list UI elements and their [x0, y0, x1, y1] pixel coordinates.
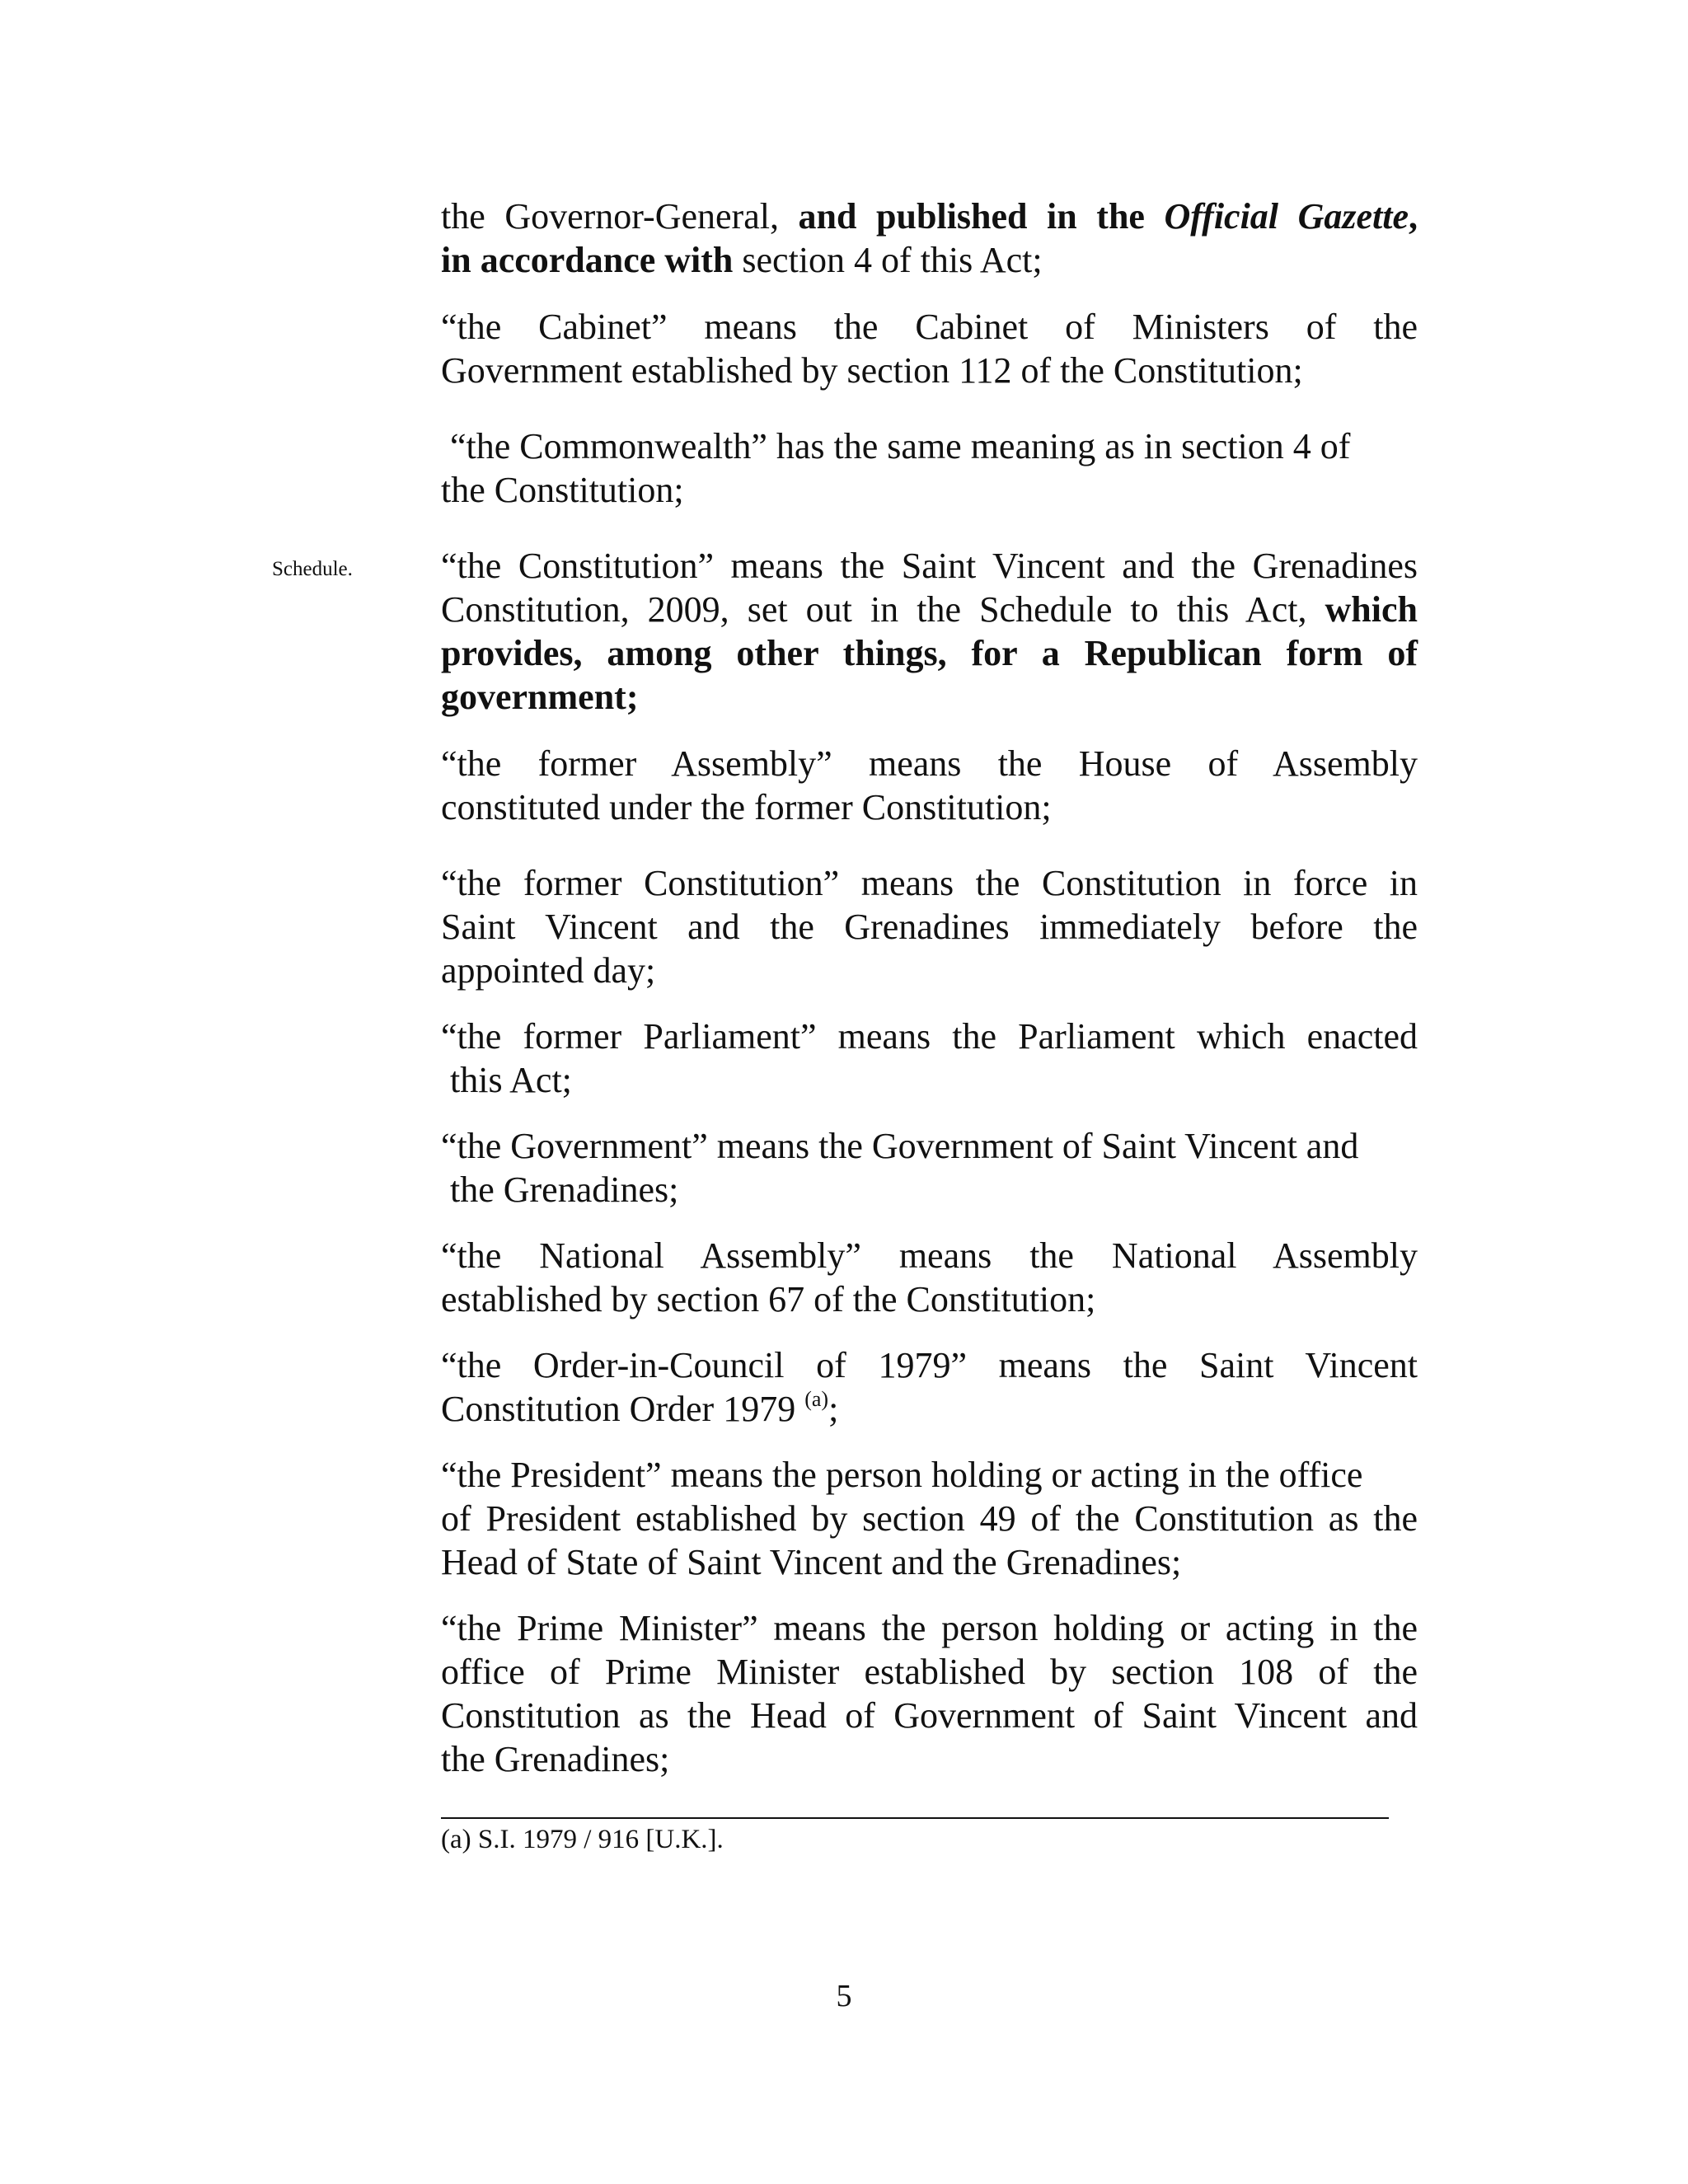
para-line: the Constitution;	[441, 470, 684, 510]
para-line	[441, 238, 1418, 282]
para-line	[441, 1387, 1418, 1431]
definition-prime-minister	[441, 1606, 1418, 1781]
para-line	[441, 194, 1418, 238]
footnote: (a) S.I. 1979 / 916 [U.K.].	[441, 1825, 724, 1854]
footnote-ref: (a)	[804, 1387, 829, 1411]
para-line: “the former Assembly” means the House of Assembly	[441, 743, 1418, 784]
para-line: Government established by section 112 of the Constitution;	[441, 350, 1303, 391]
para-line: “the Cabinet” means the Cabinet of Ministers of the	[441, 307, 1418, 347]
para-line: constituted under the former Constitution;	[441, 787, 1052, 827]
para-line: the Grenadines;	[441, 1739, 670, 1779]
para-line: “the former Constitution” means the Constitution in force in	[441, 863, 1418, 903]
margin-note-schedule: Schedule.	[272, 558, 353, 580]
para-line: established by section 67 of the Constitution;	[441, 1279, 1096, 1319]
para-line: “the Prime Minister” means the person holding or acting in the	[441, 1608, 1418, 1648]
text-run: Constitution Order 1979	[441, 1389, 805, 1429]
text-run: section 4 of this Act;	[733, 240, 1043, 280]
para-line: this Act;	[441, 1060, 572, 1100]
definition-former-parliament	[441, 1015, 1418, 1102]
definition-commonwealth	[441, 424, 1418, 512]
para-line: Head of State of Saint Vincent and the Grenadines;	[441, 1542, 1182, 1582]
para-line: office of Prime Minister established by section 108 of the	[441, 1652, 1418, 1692]
para-line-bold: provides, among other things, for a Republican form of	[441, 633, 1418, 673]
bold-italic-run: Official Gazette	[1164, 196, 1409, 237]
para-line: “the former Parliament” means the Parliament which enacted	[441, 1016, 1418, 1057]
para-line: Constitution as the Head of Government of Saint Vincent and	[441, 1695, 1418, 1736]
para-line: “the Constitution” means the Saint Vincent and the Grenadines	[441, 546, 1418, 586]
definition-cabinet	[441, 305, 1418, 392]
para-line: “the President” means the person holding or acting in the office	[441, 1455, 1363, 1495]
text-run: Constitution, 2009, set out in the Schedule to this Act,	[441, 589, 1325, 630]
definition-former-constitution	[441, 861, 1418, 992]
bold-run: which	[1325, 589, 1418, 630]
para-line: “the National Assembly” means the National Assembly	[441, 1235, 1418, 1276]
para-line: Saint Vincent and the Grenadines immediately before the	[441, 907, 1418, 947]
definition-government	[441, 1124, 1418, 1212]
definition-national-assembly	[441, 1234, 1418, 1321]
para-line: “the Commonwealth” has the same meaning as in section 4 of	[441, 426, 1351, 466]
text-run: the Governor-General,	[441, 196, 799, 237]
definition-order-in-council	[441, 1343, 1418, 1431]
text-run: ;	[828, 1389, 839, 1429]
para-line: “the Government” means the Government of Saint Vincent and	[441, 1126, 1359, 1166]
para-line	[441, 588, 1418, 631]
page-number: 5	[836, 1979, 852, 2013]
para-line: the Grenadines;	[441, 1169, 679, 1210]
definition-constitution	[441, 544, 1418, 719]
para-governor-continuation	[441, 194, 1418, 282]
para-line: “the Order-in-Council of 1979” means the Saint Vincent	[441, 1345, 1418, 1385]
para-line-bold: government;	[441, 677, 639, 717]
bold-run: and published in the	[798, 196, 1165, 237]
definition-former-assembly	[441, 742, 1418, 829]
definition-president	[441, 1453, 1418, 1584]
para-line: of President established by section 49 of the Constitution as the	[441, 1498, 1418, 1539]
bold-run: in accordance with	[441, 240, 734, 280]
footnote-divider	[441, 1817, 1389, 1819]
para-line: appointed day;	[441, 950, 656, 991]
bold-run: ,	[1409, 196, 1418, 237]
